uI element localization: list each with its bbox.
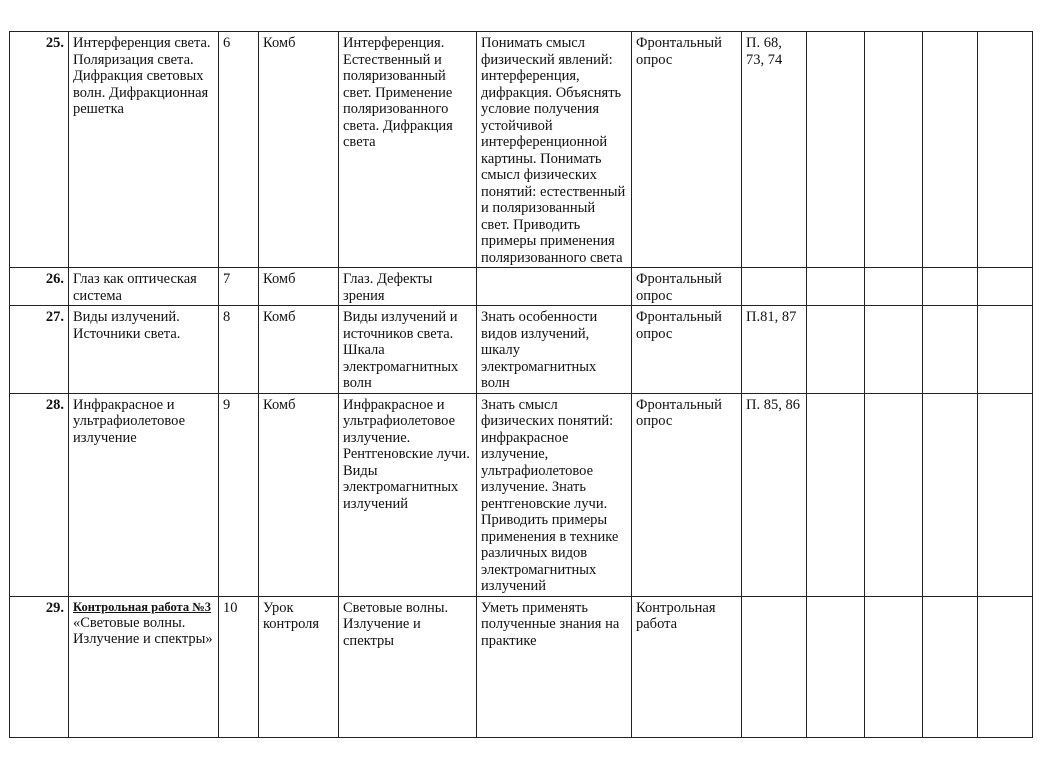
lesson-requirements: Знать смысл физических понятий: инфракрасное излучение, ультрафиолетовое излучение. Знать рентгеновские лучи. Приводить примеры применения в технике различных видов электромагнитных излучений bbox=[477, 393, 632, 596]
lesson-homework: П. 68, 73, 74 bbox=[742, 32, 807, 268]
row-number: 29. bbox=[10, 596, 69, 737]
lesson-hour: 10 bbox=[219, 596, 259, 737]
lesson-topic: Интерференция света. Поляризация света. Дифракция световых волн. Дифракционная решетка bbox=[69, 32, 219, 268]
empty-cell bbox=[865, 306, 923, 394]
empty-cell bbox=[807, 32, 865, 268]
lesson-requirements: Уметь применять полученные знания на практике bbox=[477, 596, 632, 737]
empty-cell bbox=[865, 268, 923, 306]
lesson-topic: Инфракрасное и ультрафиолетовое излучение bbox=[69, 393, 219, 596]
lesson-type: Комб bbox=[259, 306, 339, 394]
lesson-content: Световые волны. Излучение и спектры bbox=[339, 596, 477, 737]
lesson-control: Фронтальный опрос bbox=[632, 32, 742, 268]
empty-cell bbox=[978, 268, 1033, 306]
table-row bbox=[10, 393, 1033, 596]
empty-cell bbox=[923, 268, 978, 306]
lesson-control: Фронтальный опрос bbox=[632, 268, 742, 306]
lesson-homework: П.81, 87 bbox=[742, 306, 807, 394]
lesson-topic: «Световые волны. Излучение и спектры» bbox=[73, 614, 213, 647]
row-number: 27. bbox=[10, 306, 69, 394]
lesson-control: Фронтальный опрос bbox=[632, 393, 742, 596]
empty-cell bbox=[923, 393, 978, 596]
lesson-hour: 7 bbox=[219, 268, 259, 306]
lesson-hour: 9 bbox=[219, 393, 259, 596]
table-row bbox=[10, 306, 1033, 394]
empty-cell bbox=[807, 306, 865, 394]
lesson-type: Урок контроля bbox=[259, 596, 339, 737]
lesson-topic: Виды излучений. Источники света. bbox=[69, 306, 219, 394]
lesson-hour: 6 bbox=[219, 32, 259, 268]
lesson-content: Интерференция. Естественный и поляризованный свет. Применение поляризованного света. Дифракция света bbox=[339, 32, 477, 268]
table-row bbox=[10, 268, 1033, 306]
lesson-topic-title: Контрольная работа №3 bbox=[73, 599, 212, 614]
row-number: 28. bbox=[10, 393, 69, 596]
empty-cell bbox=[865, 393, 923, 596]
lesson-type: Комб bbox=[259, 268, 339, 306]
lesson-requirements: Понимать смысл физический явлений: интерференция, дифракция. Объяснять условие получения устойчивой интерференционной картины. Понимать смысл физических понятий: естественный и поляризованный свет. Приводить примеры применения поляризованного света bbox=[477, 32, 632, 268]
empty-cell bbox=[978, 393, 1033, 596]
empty-cell bbox=[923, 596, 978, 737]
empty-cell bbox=[807, 268, 865, 306]
row-number: 25. bbox=[10, 32, 69, 268]
empty-cell bbox=[807, 393, 865, 596]
lesson-hour: 8 bbox=[219, 306, 259, 394]
lesson-homework bbox=[742, 268, 807, 306]
lesson-content: Виды излучений и источников света. Шкала электромагнитных волн bbox=[339, 306, 477, 394]
lesson-content: Глаз. Дефекты зрения bbox=[339, 268, 477, 306]
lesson-type: Комб bbox=[259, 32, 339, 268]
empty-cell bbox=[807, 596, 865, 737]
lesson-requirements: Знать особенности видов излучений, шкалу электромагнитных волн bbox=[477, 306, 632, 394]
empty-cell bbox=[978, 596, 1033, 737]
empty-cell bbox=[923, 306, 978, 394]
lesson-topic: Глаз как оптическая система bbox=[69, 268, 219, 306]
lesson-control: Контрольная работа bbox=[632, 596, 742, 737]
lesson-type: Комб bbox=[259, 393, 339, 596]
lesson-requirements bbox=[477, 268, 632, 306]
table-row bbox=[10, 596, 1033, 737]
lesson-topic-cell bbox=[69, 596, 219, 737]
empty-cell bbox=[865, 32, 923, 268]
empty-cell bbox=[865, 596, 923, 737]
lesson-content: Инфракрасное и ультрафиолетовое излучение. Рентгеновские лучи. Виды электромагнитных излучений bbox=[339, 393, 477, 596]
lesson-control: Фронтальный опрос bbox=[632, 306, 742, 394]
lesson-homework bbox=[742, 596, 807, 737]
empty-cell bbox=[978, 306, 1033, 394]
lesson-homework: П. 85, 86 bbox=[742, 393, 807, 596]
table-row bbox=[10, 32, 1033, 268]
lesson-plan-table bbox=[9, 31, 1033, 738]
empty-cell bbox=[978, 32, 1033, 268]
empty-cell bbox=[923, 32, 978, 268]
row-number: 26. bbox=[10, 268, 69, 306]
